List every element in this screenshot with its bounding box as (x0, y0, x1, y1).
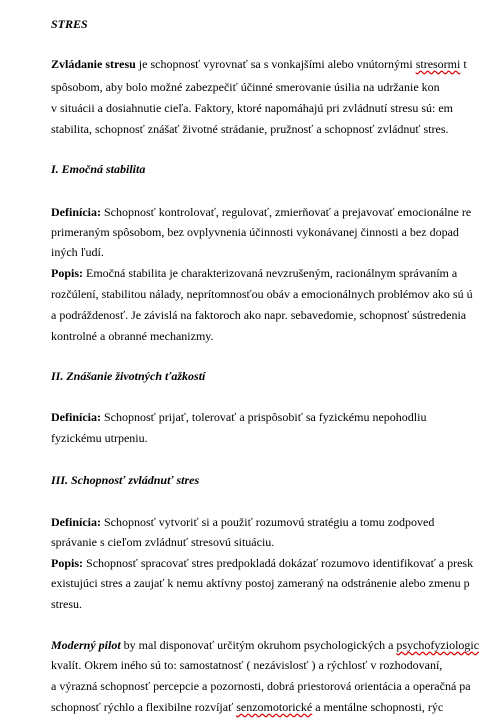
pilot-line-4: schopnosť rýchlo a flexibilne rozvíjať senzomotorické a mentálne schopnosti, rýc (51, 700, 444, 714)
pilot-term: Moderný pilot (51, 638, 121, 652)
section-2-heading: II. Znášanie životných ťažkostí (51, 369, 206, 383)
spell-error-psychofyziologic: psychofyziologic (396, 638, 479, 652)
s3-definition-line-1: Definícia: Schopnosť vytvoriť si a použiť rozumovú stratégiu a tomu zodpoved (51, 515, 435, 529)
s3-popis-line-1: Popis: Schopnosť spracovať stres predpokladá dokázať rozumovo identifikovať a presk (51, 556, 474, 570)
section-1-heading: I. Emočná stabilita (51, 162, 146, 176)
popis-label: Popis: (51, 556, 84, 570)
s1-popis-line-2: rozčúlení, stabilitou nálady, neprítomnosťou obáv a emocionálnych problémov ako sú ú (51, 287, 473, 301)
intro-line-4: stabilita, schopnosť znášať životné strádanie, pružnosť a schopnosť zvládnuť stres. (51, 122, 449, 136)
definition-label: Definícia: (51, 205, 101, 219)
definition-label: Definícia: (51, 515, 101, 529)
s1-popis-line-3: a podráždenosť. Je závislá na faktoroch ako napr. sebavedomie, schopnosť sústredenia (51, 308, 467, 322)
s1-definition-line-2: primeraným spôsobom, bez ovplyvnenia účinnosti vykonávanej činnosti a bez dopad (51, 225, 459, 239)
s2-definition-line-2: fyzickému utrpeniu. (51, 431, 148, 445)
spell-error-senzomotoricke: senzomotorické (236, 700, 313, 714)
section-3-heading: III. Schopnosť zvládnuť stres (51, 473, 200, 487)
document-title: STRES (51, 17, 88, 31)
intro-line-1: Zvládanie stresu je schopnosť vyrovnať sa s vonkajšími alebo vnútornými stresormi t (51, 57, 467, 71)
s1-definition-line-3: iných ľudí. (51, 245, 104, 259)
s1-popis-line-1: Popis: Emočná stabilita je charakterizovaná nevzrušeným, racionálnym správaním a (51, 266, 458, 280)
pilot-line-2: kvalít. Okrem iného sú to: samostatnosť ( nezávislosť ) a rýchlosť v rozhodovaní, (51, 658, 443, 672)
s3-definition-line-2: správanie s cieľom zvládnuť stresovú situáciu. (51, 535, 275, 549)
pilot-line-3: a výrazná schopnosť percepcie a pozornosti, dobrá priestorová orientácia a operačná pa (51, 679, 471, 693)
intro-line-2: spôsobom, aby bolo možné zabezpečiť účinné smerovanie úsilia na udržanie kon (51, 80, 440, 94)
s3-popis-line-3: stresu. (51, 597, 82, 611)
intro-term: Zvládanie stresu (51, 57, 136, 71)
popis-label: Popis: (51, 266, 84, 280)
spell-error-stresormi: stresormi (415, 57, 461, 71)
s2-definition-line-1: Definícia: Schopnosť prijať, tolerovať a prispôsobiť sa fyzickému nepohodliu (51, 410, 427, 424)
s1-popis-line-4: kontrolné a obranné mechanizmy. (51, 329, 214, 343)
s1-definition-line-1: Definícia: Schopnosť kontrolovať, regulovať, zmierňovať a prejavovať emocionálne re (51, 205, 472, 219)
pilot-line-1: Moderný pilot by mal disponovať určitým okruhom psychologických a psychofyziologic (51, 638, 479, 652)
intro-line-3: v situácii a dosiahnutie cieľa. Faktory, ktoré napomáhajú pri zvládnutí stresu sú: em (51, 101, 453, 115)
s3-popis-line-2: existujúci stres a zaujať k nemu aktívny postoj zameraný na odstránenie alebo zmenu p (51, 576, 470, 590)
definition-label: Definícia: (51, 410, 101, 424)
